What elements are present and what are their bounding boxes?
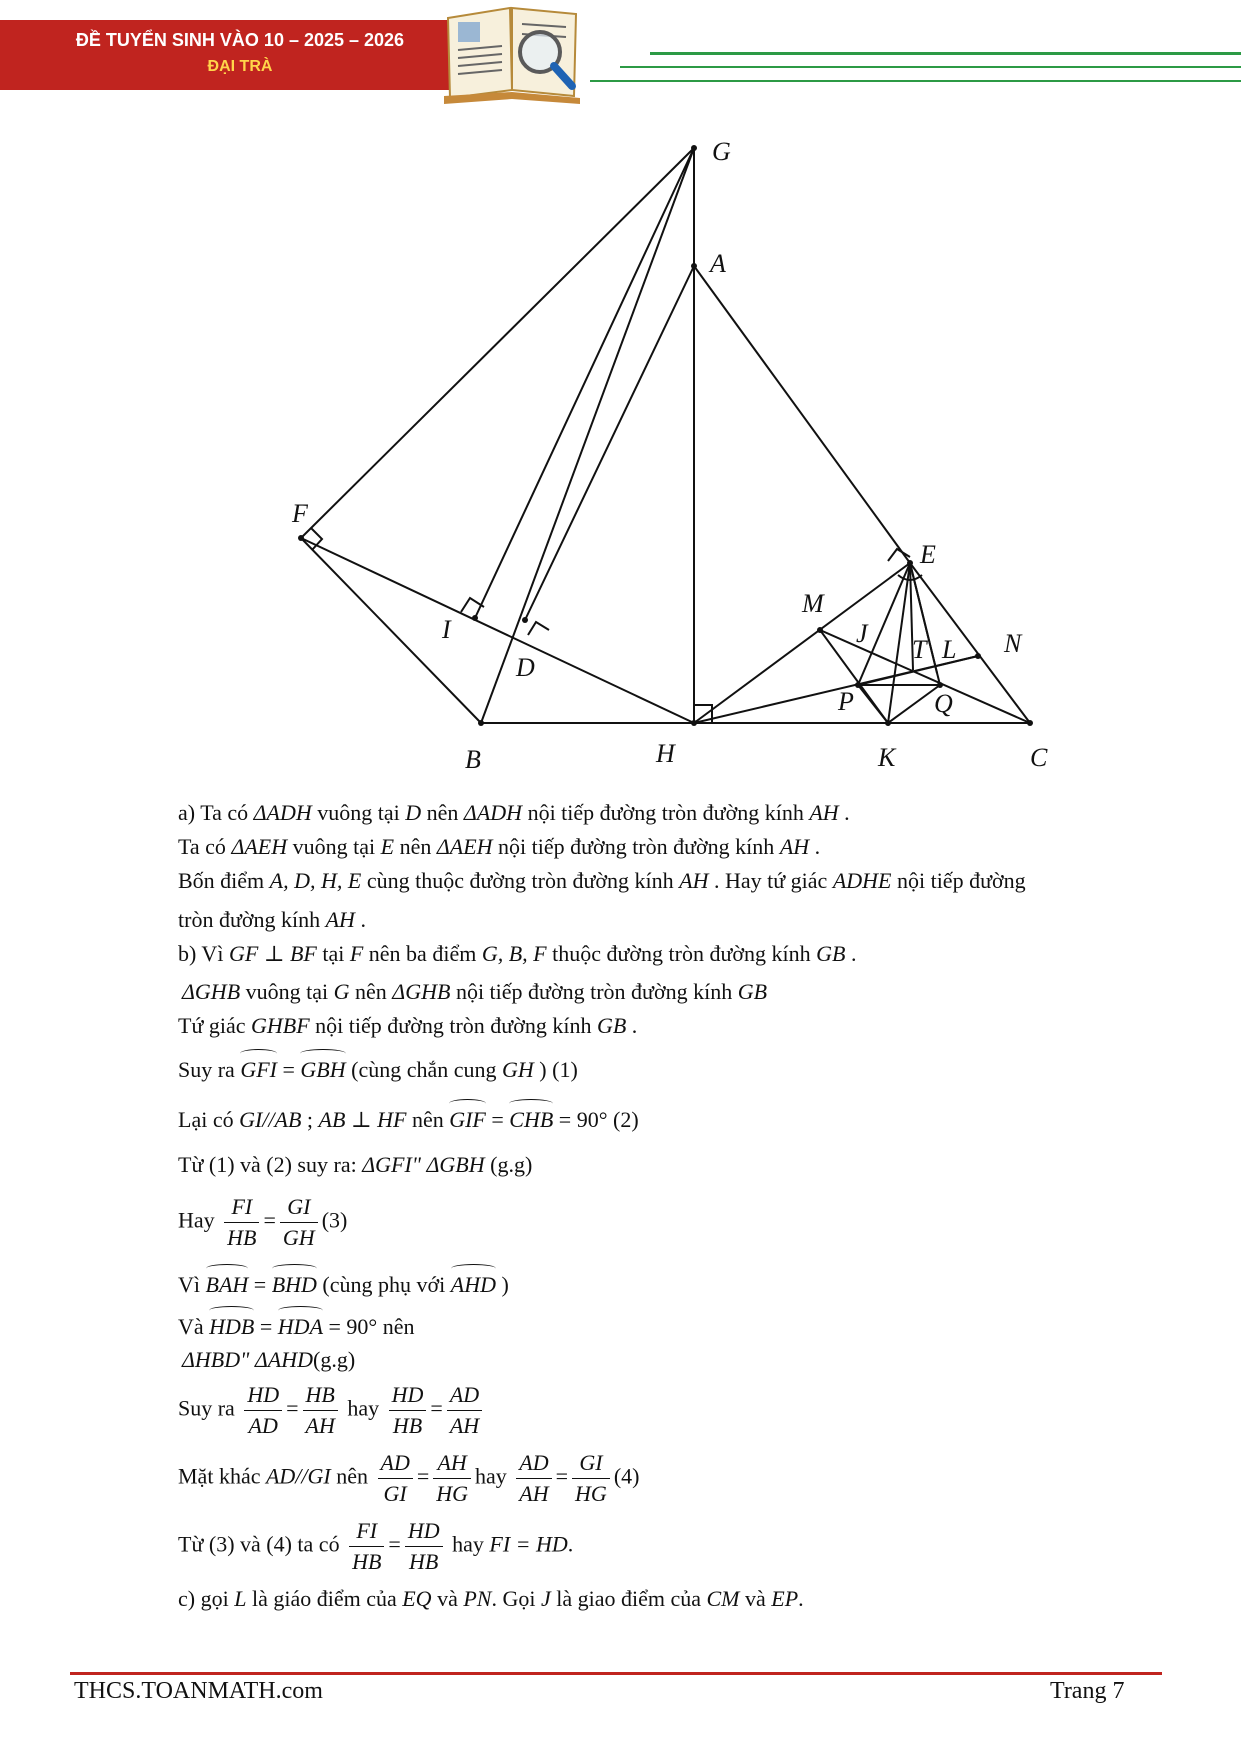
solution-line-b5: Lại có GI//AB ; AB ⊥ HF nên GIF = CHB = 90° (2) — [178, 1103, 639, 1135]
label-D: D — [516, 653, 535, 682]
solution-line-b3: Tứ giác GHBF nội tiếp đường tròn đường kính GB . — [178, 1013, 638, 1038]
solution-line-b13: Từ (3) và (4) ta có $\frac{FI}{HB}$ = $\frac{HD}{HB}$ hay FI = HD. — [178, 1516, 573, 1577]
header-subtitle: ĐẠI TRÀ — [207, 58, 273, 75]
fraction: $\frac{GI}{HG}$ — [572, 1448, 610, 1509]
label-I: I — [442, 615, 451, 644]
footer-rule — [70, 1672, 1162, 1675]
solution-line-a4: tròn đường kính AH . — [178, 907, 366, 932]
fraction: $\frac{FI}{HB}$ — [349, 1516, 384, 1577]
label-G: G — [712, 137, 731, 166]
solution-line-b8: Vì BAH = BHD (cùng phụ với AHD ) — [178, 1268, 509, 1300]
solution-line-b6: Từ (1) và (2) suy ra: ΔGFI" ΔGBH (g.g) — [178, 1152, 533, 1177]
label-N: N — [1004, 629, 1022, 658]
header-rule — [650, 52, 1241, 55]
label-H: H — [656, 739, 675, 768]
fraction: $\frac{HD}{HB}$ — [389, 1380, 427, 1441]
footer-page-number: Trang 7 — [1050, 1678, 1125, 1704]
solution-line-b10: ΔHBD" ΔAHD(g.g) — [182, 1347, 356, 1372]
fraction: $\frac{AD}{GI}$ — [378, 1448, 413, 1509]
header-rule — [620, 66, 1241, 68]
label-F: F — [292, 499, 308, 528]
solution-line-b1: b) Vì GF ⊥ BF tại F nên ba điểm G, B, F thuộc đường tròn đường kính GB . — [178, 941, 857, 966]
label-T: T — [912, 635, 927, 664]
label-E: E — [920, 540, 936, 569]
header-title: ĐỀ TUYỂN SINH VÀO 10 – 2025 – 2026 — [75, 30, 405, 50]
fraction: $\frac{AD}{AH}$ — [516, 1448, 551, 1509]
solution-line-b9: Và HDB = HDA = 90° nên — [178, 1310, 415, 1342]
solution-line-b4: Suy ra GFI = GBH (cùng chắn cung GH ) (1) — [178, 1053, 578, 1085]
label-A: A — [710, 249, 726, 278]
label-K: K — [878, 743, 896, 772]
solution-line-a2: Ta có ΔAEH vuông tại E nên ΔAEH nội tiếp đường tròn đường kính AH . — [178, 834, 821, 859]
fraction: $\frac{FI}{HB}$ — [224, 1192, 259, 1253]
solution-line-a3: Bốn điểm A, D, H, E cùng thuộc đường tròn đường kính AH . Hay tứ giác ADHE nội tiếp đường — [178, 868, 1026, 893]
fraction: $\frac{HD}{HB}$ — [405, 1516, 443, 1577]
solution-line-a1: a) Ta có ΔADH vuông tại D nên ΔADH nội tiếp đường tròn đường kính AH . — [178, 800, 850, 825]
book-magnifier-icon — [440, 0, 590, 105]
label-J: J — [856, 619, 868, 648]
solution-line-b11: Suy ra $\frac{HD}{AD}$ = $\frac{HB}{AH}$ hay $\frac{HD}{HB}$ = $\frac{AD}{AH}$ — [178, 1380, 486, 1441]
solution-line-b7: Hay $\frac{FI}{HB}$ = $\frac{GI}{GH}$ (3) — [178, 1192, 347, 1253]
fraction: $\frac{HB}{AH}$ — [303, 1380, 338, 1441]
label-Q: Q — [934, 689, 953, 718]
label-B: B — [465, 745, 481, 774]
label-P: P — [838, 687, 854, 716]
solution-line-b12: Mặt khác AD//GI nên $\frac{AD}{GI}$ = $\frac{AH}{HG}$ hay $\frac{AD}{AH}$ = $\frac{GI}{HG}$ (4) — [178, 1448, 639, 1509]
header-rule — [590, 80, 1241, 82]
solution-line-b2: ΔGHB vuông tại G nên ΔGHB nội tiếp đường tròn đường kính GB — [182, 979, 768, 1004]
geometry-figure — [260, 130, 1060, 780]
label-C: C — [1030, 743, 1048, 772]
label-L: L — [942, 635, 957, 664]
solution-line-c1: c) gọi L là giáo điểm của EQ và PN. Gọi J là giao điểm của CM và EP. — [178, 1586, 804, 1611]
fraction: $\frac{AH}{HG}$ — [433, 1448, 471, 1509]
label-M: M — [802, 589, 824, 618]
fraction: $\frac{AD}{AH}$ — [447, 1380, 482, 1441]
footer-site: THCS.TOANMATH.com — [74, 1678, 323, 1704]
fraction: $\frac{HD}{AD}$ — [244, 1380, 282, 1441]
fraction: $\frac{GI}{GH}$ — [280, 1192, 318, 1253]
